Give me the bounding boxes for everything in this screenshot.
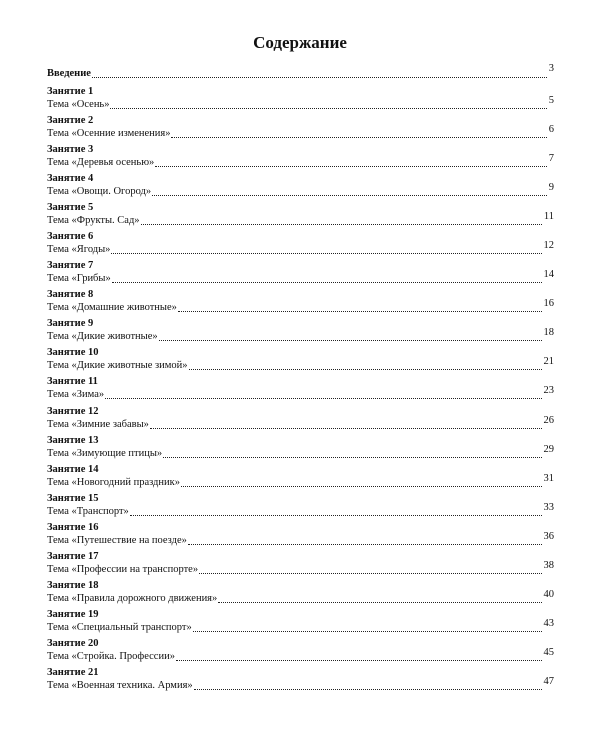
dot-leader: [150, 428, 542, 429]
toc-topic-label: Тема «Новогодний праздник»: [47, 476, 180, 488]
toc-page-number: 6: [548, 124, 554, 136]
dot-leader: [176, 660, 542, 661]
toc-lesson-heading: Занятие 16: [47, 521, 99, 533]
toc-topic-line: [47, 385, 554, 401]
toc-page-number: 31: [543, 472, 554, 484]
toc-lesson-heading: Занятие 19: [47, 608, 99, 620]
toc-topic-label: Тема «Дикие животные»: [47, 331, 158, 343]
dot-leader: [159, 340, 542, 341]
toc-topic-label: Тема «Дикие животные зимой»: [47, 360, 188, 372]
dot-leader: [155, 166, 546, 167]
toc-introduction[interactable]: [47, 63, 554, 80]
toc-entry[interactable]: [47, 114, 554, 143]
toc-lesson-heading: Занятие 6: [47, 231, 94, 243]
toc-topic-label: Тема «Осенние изменения»: [47, 128, 171, 140]
toc-entry[interactable]: [47, 288, 554, 317]
toc-lesson-heading: Занятие 17: [47, 550, 99, 562]
toc-page-number: 3: [548, 63, 554, 74]
toc-lesson-heading: Занятие 15: [47, 492, 99, 504]
toc-lesson-heading: Занятие 10: [47, 347, 99, 359]
toc-topic-line: [47, 211, 554, 227]
toc-topic-line: [47, 501, 554, 518]
toc-lesson-heading: Занятие 7: [47, 260, 94, 272]
toc-topic-label: Тема «Зима»: [47, 389, 105, 401]
toc-page-number: 14: [543, 269, 554, 281]
toc-page-number: 5: [548, 95, 554, 106]
toc-page-number: 36: [543, 530, 554, 542]
toc-lesson-heading: Занятие 3: [47, 144, 94, 156]
toc-entry[interactable]: [47, 259, 554, 288]
toc-entry[interactable]: [47, 608, 554, 637]
toc-topic-label: Тема «Военная техника. Армия»: [47, 679, 193, 691]
toc-topic-line: [47, 588, 554, 605]
toc-topic-line: [47, 269, 554, 285]
toc-entry[interactable]: [47, 521, 554, 550]
dot-leader: [152, 195, 547, 196]
toc-topic-line: [47, 153, 554, 169]
toc-page-number: 7: [548, 153, 554, 165]
toc-topic-label: Тема «Зимние забавы»: [47, 418, 149, 430]
toc-lesson-heading: Занятие 20: [47, 637, 99, 649]
toc-topic-label: Тема «Специальный транспорт»: [47, 621, 192, 633]
toc-topic-label: Тема «Грибы»: [47, 273, 111, 285]
toc-topic-line: [47, 675, 554, 692]
toc-entry[interactable]: [47, 550, 554, 579]
toc-lesson-heading: Занятие 2: [47, 115, 94, 127]
toc-page-number: 40: [543, 588, 554, 600]
toc-topic-line: [47, 356, 554, 372]
dot-leader: [163, 457, 541, 458]
toc-topic-line: [47, 414, 554, 431]
toc-page-number: 33: [543, 501, 554, 513]
toc-entry[interactable]: [47, 85, 554, 114]
toc-topic-line: [47, 298, 554, 314]
toc-entries: [47, 85, 554, 695]
toc-topic-label: Тема «Фрукты. Сад»: [47, 215, 140, 227]
toc-page-number: 26: [543, 414, 554, 426]
toc-topic-label: Тема «Правила дорожного движения»: [47, 592, 218, 604]
toc-page-number: 9: [548, 182, 554, 194]
toc-page-number: 38: [543, 559, 554, 571]
dot-leader: [171, 137, 546, 138]
toc-topic-line: [47, 182, 554, 198]
toc-topic-line: [47, 95, 554, 111]
toc-page-number: 45: [543, 646, 554, 658]
dot-leader: [194, 689, 542, 690]
toc-entry[interactable]: [47, 230, 554, 259]
toc-page-number: 12: [543, 240, 554, 252]
dot-leader: [181, 486, 542, 487]
toc-topic-label: Тема «Домашние животные»: [47, 302, 177, 314]
table-of-contents: [47, 63, 554, 695]
toc-page-number: 16: [543, 298, 554, 310]
toc-topic-label: Тема «Осень»: [47, 99, 110, 110]
dot-leader: [92, 77, 547, 78]
toc-topic-line: [47, 443, 554, 460]
toc-topic-line: [47, 472, 554, 489]
toc-introduction-label: Введение: [47, 68, 91, 79]
toc-entry[interactable]: [47, 317, 554, 346]
dot-leader: [188, 544, 542, 545]
dot-leader: [111, 253, 541, 254]
dot-leader: [130, 515, 542, 516]
toc-topic-line: [47, 617, 554, 634]
toc-topic-label: Тема «Деревья осенью»: [47, 157, 155, 169]
toc-topic-line: [47, 530, 554, 547]
toc-entry[interactable]: [47, 434, 554, 463]
toc-lesson-heading: Занятие 18: [47, 579, 99, 591]
toc-topic-line: [47, 240, 554, 256]
toc-lesson-heading: Занятие 11: [47, 376, 98, 388]
toc-topic-label: Тема «Профессии на транспорте»: [47, 563, 199, 575]
dot-leader: [218, 602, 541, 603]
toc-topic-line: [47, 327, 554, 343]
toc-lesson-heading: Занятие 13: [47, 434, 99, 446]
toc-entry[interactable]: [47, 666, 554, 695]
dot-leader: [110, 108, 546, 109]
toc-entry[interactable]: [47, 143, 554, 172]
dot-leader: [141, 224, 542, 225]
toc-entry[interactable]: [47, 405, 554, 434]
toc-entry[interactable]: [47, 172, 554, 201]
toc-lesson-heading: Занятие 5: [47, 202, 94, 214]
toc-lesson-heading: Занятие 14: [47, 463, 99, 475]
toc-page-number: 18: [543, 327, 554, 339]
dot-leader: [189, 369, 542, 370]
toc-topic-label: Тема «Транспорт»: [47, 505, 129, 517]
toc-lesson-heading: Занятие 21: [47, 666, 99, 678]
toc-page-number: 43: [543, 617, 554, 629]
toc-entry[interactable]: [47, 579, 554, 608]
dot-leader: [193, 631, 542, 632]
toc-entry[interactable]: [47, 375, 554, 404]
toc-page-number: 21: [543, 356, 554, 368]
toc-page-number: 47: [543, 675, 554, 687]
toc-entry[interactable]: [47, 346, 554, 375]
toc-lesson-heading: Занятие 9: [47, 318, 94, 330]
toc-topic-label: Тема «Овощи. Огород»: [47, 186, 152, 198]
toc-lesson-heading: Занятие 12: [47, 405, 99, 417]
dot-leader: [112, 282, 542, 283]
toc-topic-label: Тема «Путешествие на поезде»: [47, 534, 187, 546]
toc-topic-line: [47, 124, 554, 140]
dot-leader: [178, 311, 542, 312]
toc-topic-line: [47, 646, 554, 663]
toc-page-number: 29: [543, 443, 554, 455]
toc-page-number: 23: [543, 385, 554, 397]
toc-lesson-heading: Занятие 8: [47, 289, 94, 301]
toc-topic-label: Тема «Ягоды»: [47, 244, 111, 256]
toc-page-number: 11: [543, 211, 554, 223]
toc-entry[interactable]: [47, 637, 554, 666]
toc-entry[interactable]: [47, 492, 554, 521]
toc-lesson-heading: Занятие 4: [47, 173, 94, 185]
toc-lesson-heading: Занятие 1: [47, 86, 94, 97]
dot-leader: [105, 398, 541, 399]
toc-entry[interactable]: [47, 201, 554, 230]
toc-topic-label: Тема «Зимующие птицы»: [47, 447, 163, 459]
dot-leader: [199, 573, 541, 574]
toc-topic-label: Тема «Стройка. Профессии»: [47, 650, 175, 662]
toc-topic-line: [47, 559, 554, 576]
page-title: Содержание: [253, 33, 347, 52]
toc-entry[interactable]: [47, 463, 554, 492]
